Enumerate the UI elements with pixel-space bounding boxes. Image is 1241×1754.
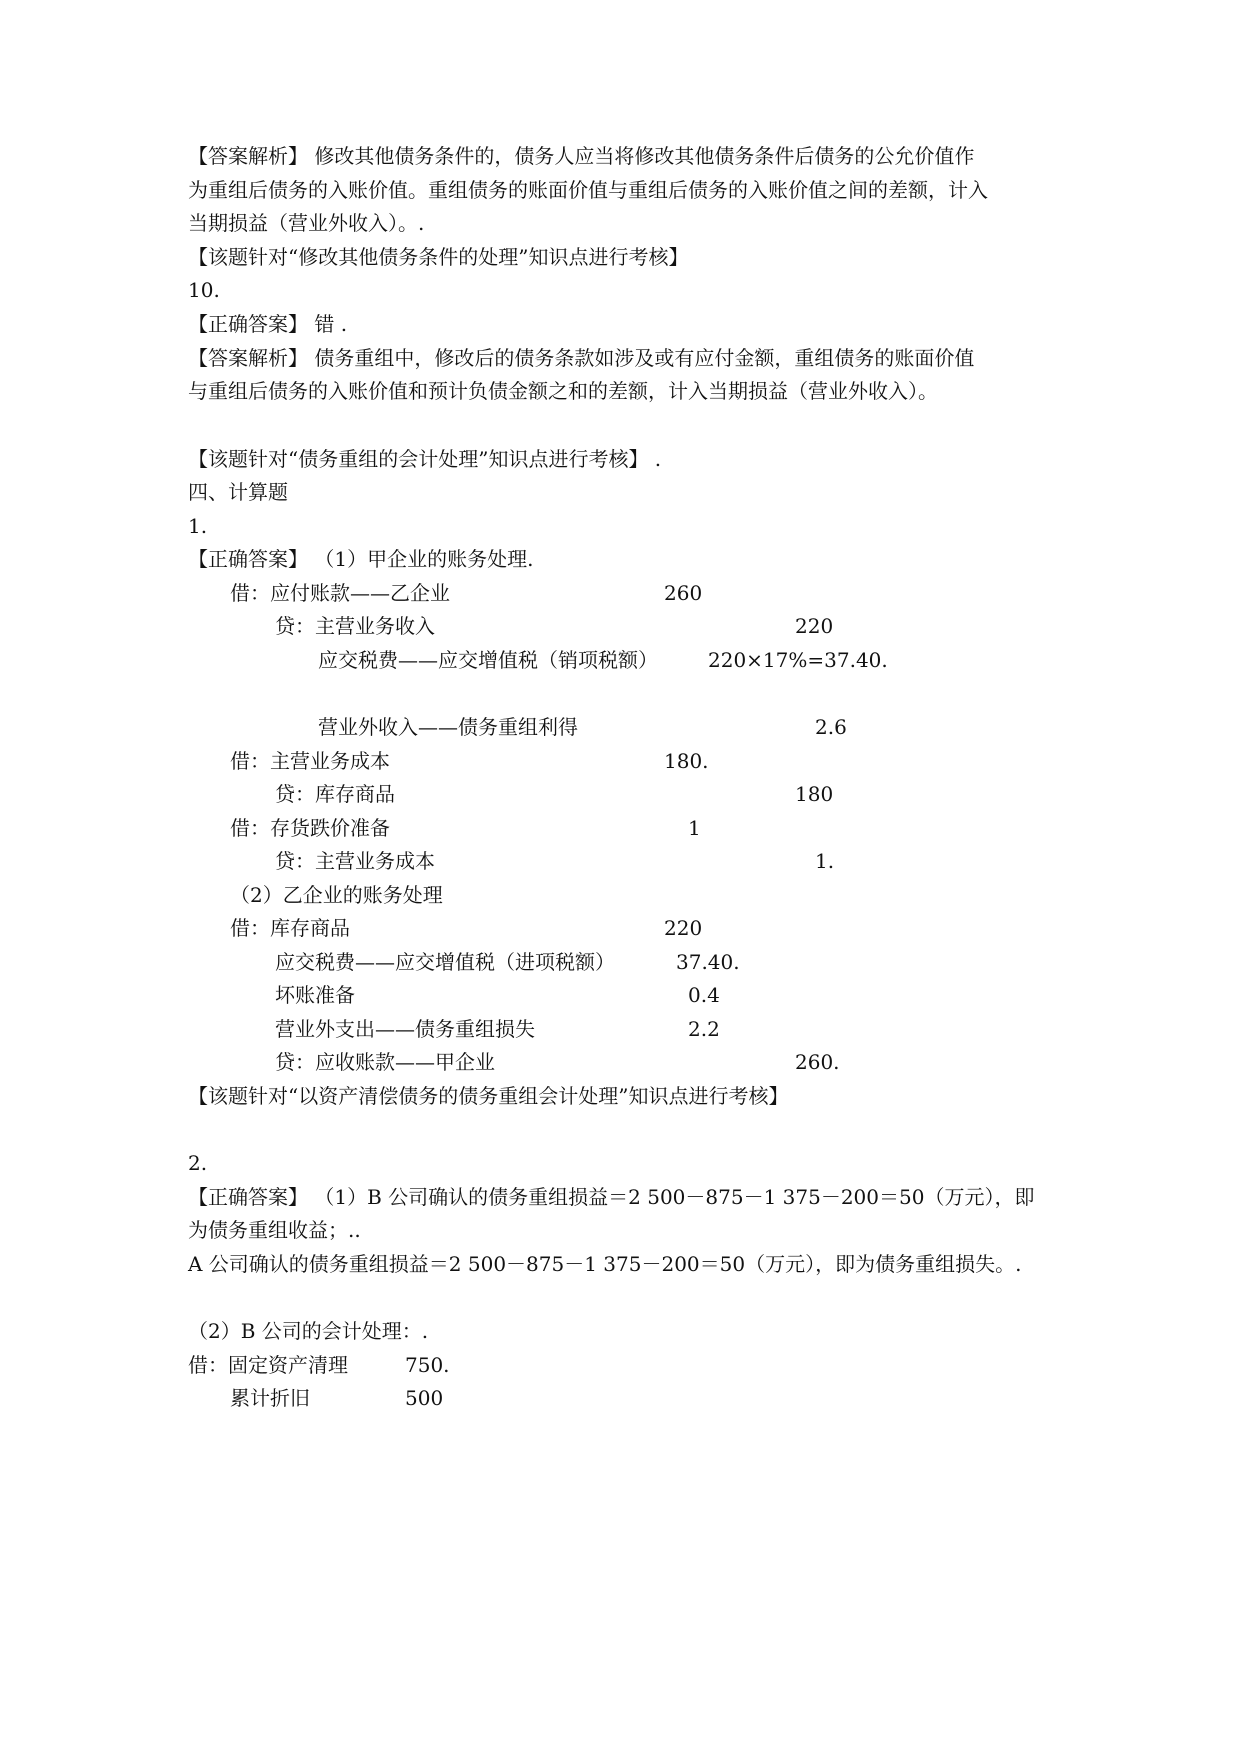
journal-account: 应交税费——应交增值税（销项税额） <box>318 648 658 672</box>
journal-account: 贷：应收账款——甲企业 <box>275 1050 495 1074</box>
correct-answer: 【正确答案】 （1）甲企业的账务处理. <box>188 547 534 571</box>
journal-credit: 220×17%=37.40. <box>708 648 888 672</box>
correct-answer: 【正确答案】 错 . <box>188 312 348 336</box>
a-company-result: A 公司确认的债务重组损益＝2 500－875－1 375－200＝50（万元），即为债务重组损失。. <box>188 1252 1022 1276</box>
journal-credit: 260. <box>795 1050 840 1074</box>
correct-answer-continued: 为债务重组收益；.. <box>188 1218 361 1242</box>
journal-account: 借：固定资产清理 <box>188 1353 348 1377</box>
journal-credit: 220 <box>795 614 834 638</box>
journal-credit: 2.6 <box>815 715 847 739</box>
correct-answer: 【正确答案】 （1）B 公司确认的债务重组损益＝2 500－875－1 375－200＝50（万元），即 <box>188 1185 1035 1209</box>
answer-analysis-line: 【答案解析】 修改其他债务条件的，债务人应当将修改其他债务条件后债务的公允价值作 <box>188 144 975 168</box>
journal-account: 营业外支出——债务重组损失 <box>275 1017 535 1041</box>
answer-analysis-line: 【答案解析】 债务重组中，修改后的债务条款如涉及或有应付金额，重组债务的账面价值 <box>188 346 975 370</box>
journal-account: 借：库存商品 <box>230 916 350 940</box>
knowledge-point-note: 【该题针对“以资产清偿债务的债务重组会计处理”知识点进行考核】 <box>188 1084 789 1108</box>
journal-debit: 0.4 <box>688 983 720 1007</box>
question-number: 10. <box>188 278 220 302</box>
answer-analysis-line: 为重组后债务的入账价值。重组债务的账面价值与重组后债务的入账价值之间的差额，计入 <box>188 178 988 202</box>
journal-account: 累计折旧 <box>230 1386 310 1410</box>
question-number: 2. <box>188 1151 208 1175</box>
journal-amount: 500 <box>405 1386 444 1410</box>
journal-account: 借：主营业务成本 <box>230 749 390 773</box>
part-title: （2）乙企业的账务处理 <box>230 883 443 907</box>
knowledge-point-note: 【该题针对“债务重组的会计处理”知识点进行考核】 . <box>188 447 662 471</box>
journal-debit: 220 <box>664 916 703 940</box>
journal-account: 贷：主营业务成本 <box>275 849 435 873</box>
journal-account: 营业外收入——债务重组利得 <box>318 715 578 739</box>
journal-debit: 37.40. <box>676 950 740 974</box>
journal-account: 借：存货跌价准备 <box>230 816 390 840</box>
question-number: 1. <box>188 514 208 538</box>
journal-account: 贷：主营业务收入 <box>275 614 435 638</box>
answer-analysis-line: 当期损益（营业外收入）。. <box>188 211 425 235</box>
journal-account: 坏账准备 <box>275 983 355 1007</box>
journal-credit: 1. <box>815 849 835 873</box>
journal-account: 贷：库存商品 <box>275 782 395 806</box>
journal-account: 应交税费——应交增值税（进项税额） <box>275 950 615 974</box>
journal-credit: 180 <box>795 782 834 806</box>
journal-debit: 1 <box>688 816 701 840</box>
part-title: （2）B 公司的会计处理：. <box>188 1319 429 1343</box>
journal-debit: 260 <box>664 581 703 605</box>
journal-amount: 750. <box>405 1353 450 1377</box>
journal-account: 借：应付账款——乙企业 <box>230 581 450 605</box>
journal-debit: 180. <box>664 749 709 773</box>
answer-analysis-line: 与重组后债务的入账价值和预计负债金额之和的差额，计入当期损益（营业外收入）。 <box>188 379 938 403</box>
journal-debit: 2.2 <box>688 1017 720 1041</box>
section-title: 四、计算题 <box>188 480 288 504</box>
knowledge-point-note: 【该题针对“修改其他债务条件的处理”知识点进行考核】 <box>188 245 689 269</box>
